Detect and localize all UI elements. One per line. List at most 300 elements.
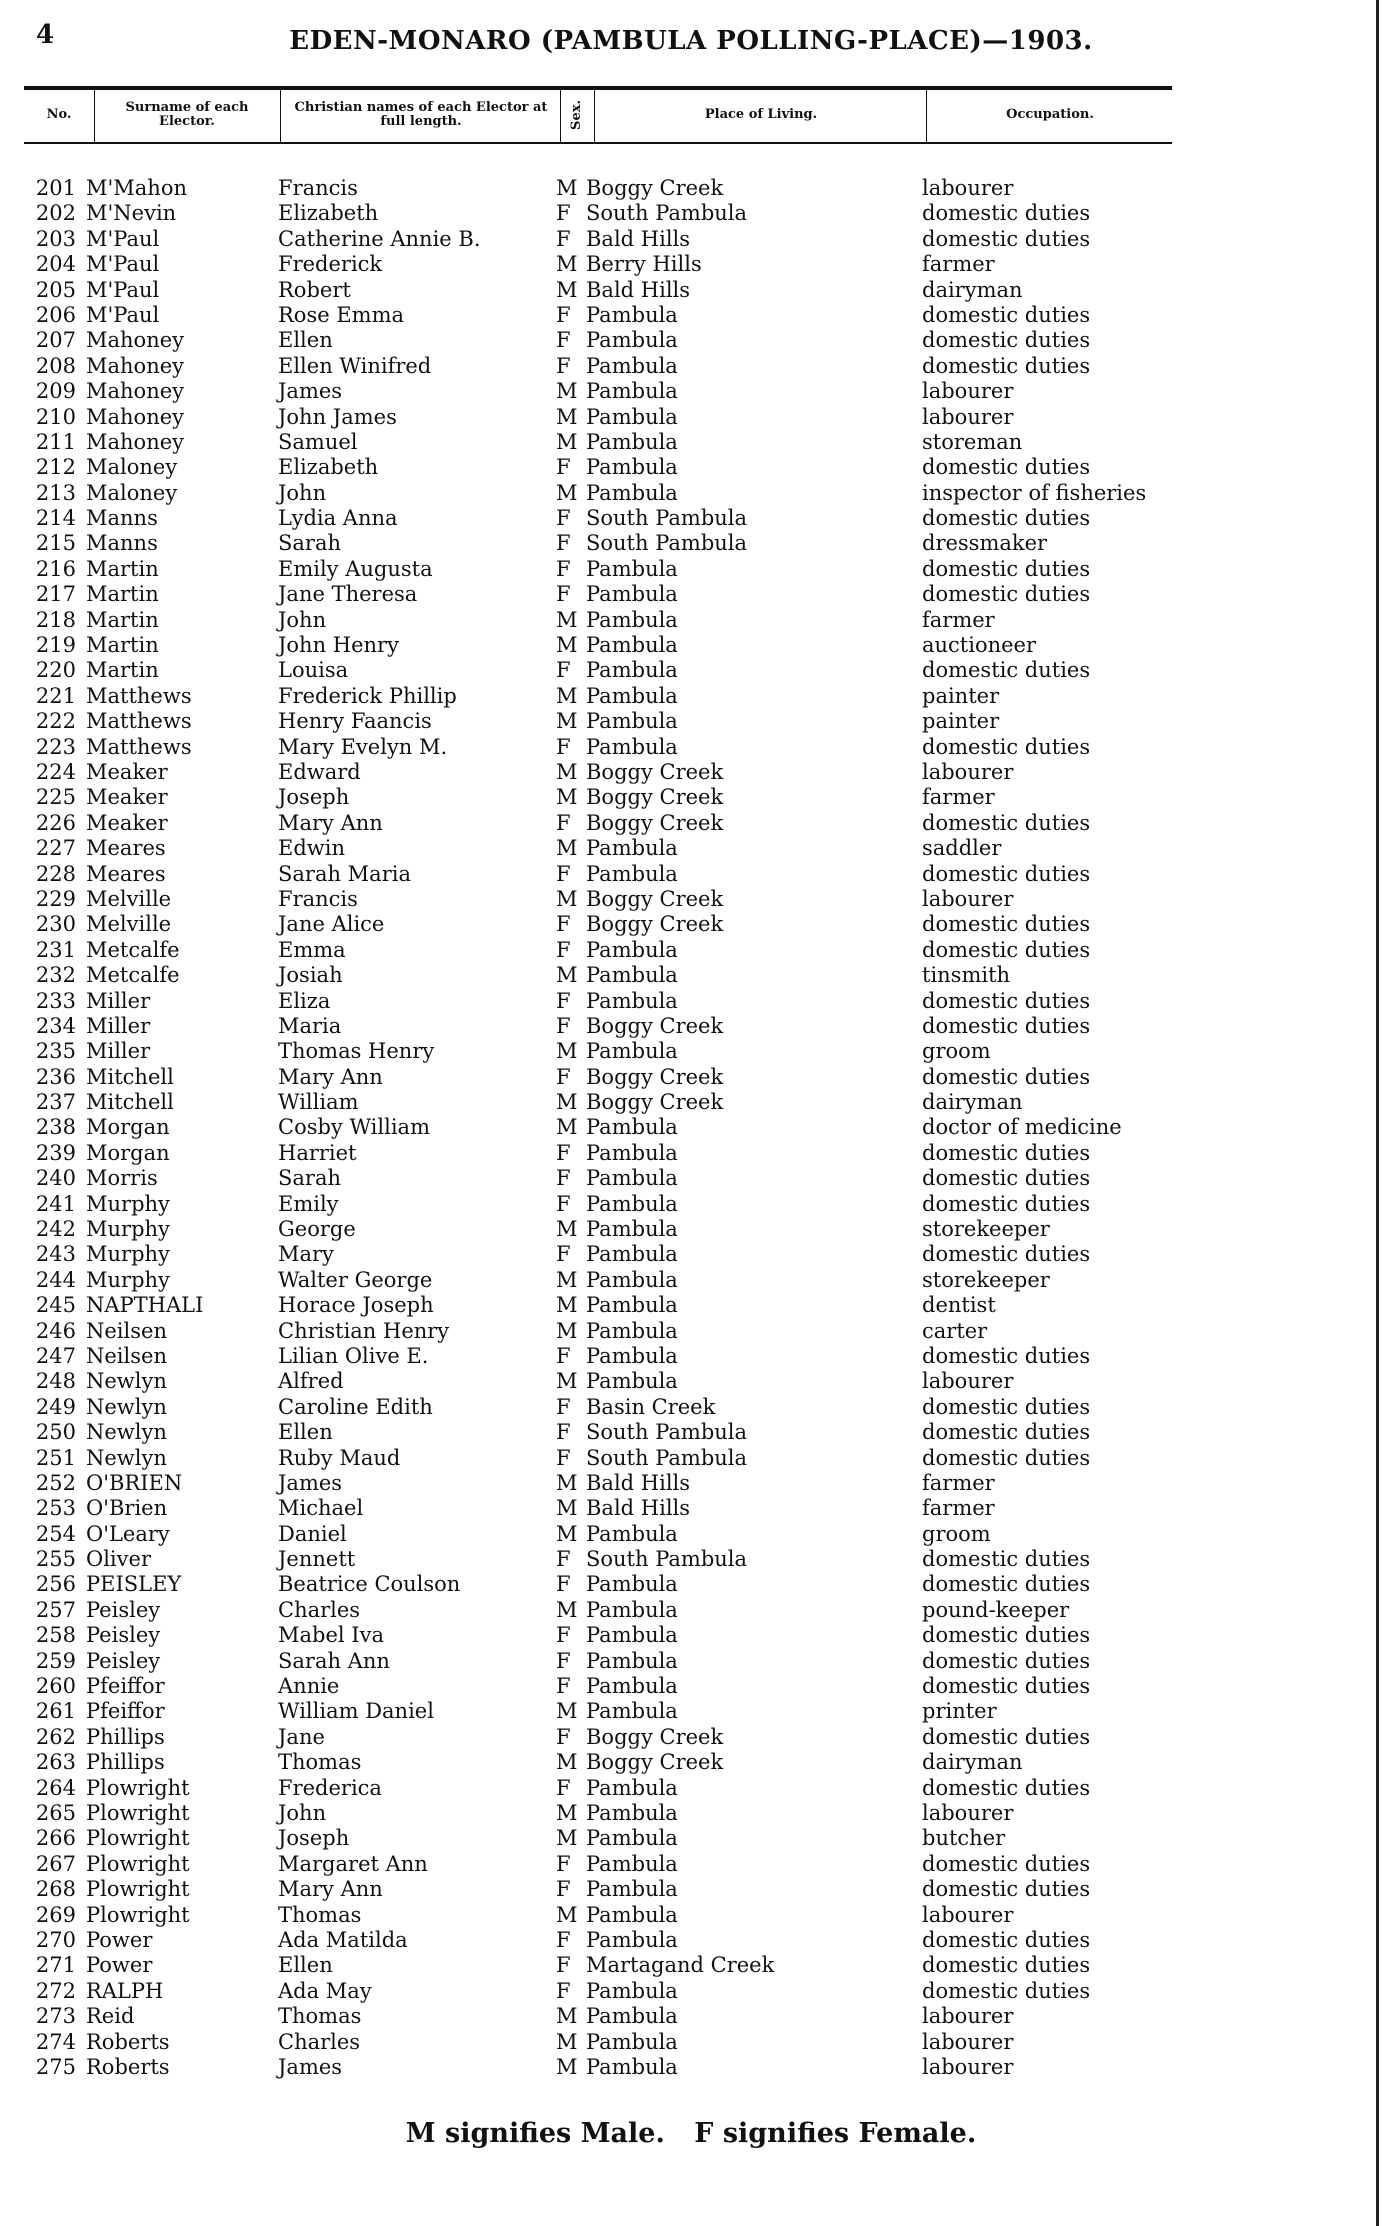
place-of-living: Pambula [586, 1775, 678, 1800]
sex: M [556, 1369, 578, 1394]
elector-row [0, 1141, 1382, 1166]
row-number: 256 [35, 1572, 76, 1597]
row-number: 203 [35, 226, 76, 251]
row-number: 252 [35, 1470, 76, 1495]
sex: M [556, 404, 578, 429]
occupation: labourer [922, 1902, 1014, 1927]
elector-row [0, 1547, 1382, 1572]
sex: F [556, 353, 571, 378]
elector-row [0, 1319, 1382, 1344]
surname: Plowright [86, 1826, 190, 1851]
header-divider [926, 88, 927, 142]
elector-row [0, 354, 1382, 379]
place-of-living: South Pambula [586, 1445, 748, 1470]
row-number: 219 [35, 633, 76, 658]
row-number: 264 [35, 1775, 76, 1800]
place-of-living: Pambula [586, 836, 678, 861]
place-of-living: South Pambula [586, 531, 748, 556]
surname: Plowright [86, 1775, 190, 1800]
christian-names: Henry Faancis [278, 709, 432, 734]
sex: M [556, 2004, 578, 2029]
sex: M [556, 1293, 578, 1318]
sex: F [556, 1572, 571, 1597]
sex: M [556, 429, 578, 454]
sex: M [556, 2029, 578, 2054]
elector-row [0, 201, 1382, 226]
male-legend: M signifies Male. [405, 2118, 665, 2149]
sex: F [556, 1648, 571, 1673]
row-number: 228 [35, 861, 76, 886]
christian-names: Rose Emma [278, 302, 405, 327]
place-of-living: Boggy Creek [586, 759, 724, 784]
occupation: domestic duties [922, 1623, 1091, 1648]
christian-names: Caroline Edith [278, 1394, 433, 1419]
christian-names: Michael [278, 1496, 364, 1521]
place-of-living: Boggy Creek [586, 785, 724, 810]
christian-names: Margaret Ann [278, 1851, 428, 1876]
surname: Mahoney [86, 328, 185, 353]
elector-row [0, 1699, 1382, 1724]
occupation: domestic duties [922, 1978, 1091, 2003]
row-number: 240 [35, 1166, 76, 1191]
christian-names: James [278, 1470, 343, 1495]
christian-names: Josiah [278, 963, 343, 988]
christian-names: Jane Alice [278, 912, 385, 937]
occupation: butcher [922, 1826, 1006, 1851]
occupation: saddler [922, 836, 1002, 861]
place-of-living: Pambula [586, 734, 678, 759]
surname: Mitchell [86, 1064, 174, 1089]
occupation: storeman [922, 429, 1023, 454]
elector-row [0, 1014, 1382, 1039]
row-number: 232 [35, 963, 76, 988]
elector-row [0, 811, 1382, 836]
place-of-living: Pambula [586, 1166, 678, 1191]
row-number: 229 [35, 886, 76, 911]
row-number: 224 [35, 759, 76, 784]
occupation: farmer [922, 1496, 995, 1521]
place-of-living: Pambula [586, 353, 678, 378]
elector-row [0, 938, 1382, 963]
elector-row [0, 1649, 1382, 1674]
christian-names: Mary Ann [278, 1877, 383, 1902]
elector-row [0, 1623, 1382, 1648]
sex: F [556, 1724, 571, 1749]
place-of-living: Pambula [586, 1699, 678, 1724]
elector-row [0, 1395, 1382, 1420]
sex: F [556, 988, 571, 1013]
elector-row [0, 989, 1382, 1014]
occupation: farmer [922, 785, 995, 810]
row-number: 246 [35, 1318, 76, 1343]
place-of-living: Pambula [586, 429, 678, 454]
elector-row [0, 1903, 1382, 1928]
surname: Miller [86, 1013, 151, 1038]
header-christian-names: Christian names of each Elector at full length. [294, 100, 548, 129]
row-number: 227 [35, 836, 76, 861]
footer-legend [0, 2118, 1382, 2149]
surname: Maloney [86, 455, 178, 480]
sex: M [556, 176, 578, 200]
christian-names: Walter George [278, 1267, 433, 1292]
surname: M'Nevin [86, 201, 177, 226]
elector-row [0, 1293, 1382, 1318]
row-number: 248 [35, 1369, 76, 1394]
occupation: storekeeper [922, 1267, 1050, 1292]
surname: O'Brien [86, 1496, 168, 1521]
occupation: domestic duties [922, 1572, 1091, 1597]
occupation: farmer [922, 1470, 995, 1495]
sex: M [556, 1470, 578, 1495]
christian-names: George [278, 1217, 356, 1242]
sex: F [556, 1343, 571, 1368]
surname: Metcalfe [86, 963, 180, 988]
christian-names: James [278, 379, 343, 404]
sex: M [556, 1801, 578, 1825]
sex: M [556, 759, 578, 784]
christian-names: Ellen [278, 1420, 333, 1445]
surname: Miller [86, 1039, 151, 1064]
sex: F [556, 1242, 571, 1267]
surname: Phillips [86, 1724, 165, 1749]
place-of-living: Boggy Creek [586, 912, 724, 937]
christian-names: Ellen [278, 1953, 333, 1978]
christian-names: Annie [278, 1674, 340, 1699]
christian-names: Mary [278, 1242, 334, 1267]
place-of-living: Pambula [586, 1115, 678, 1140]
christian-names: Thomas Henry [278, 1039, 435, 1064]
place-of-living: Basin Creek [586, 1394, 716, 1419]
sex: F [556, 1140, 571, 1165]
occupation: labourer [922, 1801, 1014, 1825]
place-of-living: Pambula [586, 302, 678, 327]
row-number: 211 [35, 429, 76, 454]
occupation: domestic duties [922, 1394, 1091, 1419]
occupation: domestic duties [922, 1648, 1091, 1673]
sex: M [556, 709, 578, 734]
row-number: 273 [35, 2004, 76, 2029]
row-number: 234 [35, 1013, 76, 1038]
place-of-living: Pambula [586, 1521, 678, 1546]
christian-names: John James [278, 404, 397, 429]
occupation: dairyman [922, 277, 1023, 302]
christian-names: John [278, 480, 327, 505]
christian-names: Thomas [278, 2004, 362, 2029]
header-surname: Surname of each Elector. [125, 100, 249, 129]
sex: F [556, 1623, 571, 1648]
row-number: 204 [35, 252, 76, 277]
row-number: 261 [35, 1699, 76, 1724]
surname: Newlyn [86, 1369, 167, 1394]
elector-row [0, 608, 1382, 633]
header-sex: Sex. [569, 100, 584, 130]
place-of-living: Boggy Creek [586, 1750, 724, 1775]
occupation: doctor of medicine [922, 1115, 1122, 1140]
place-of-living: Pambula [586, 1927, 678, 1952]
header-place-of-living: Place of Living. [704, 107, 818, 122]
elector-row [0, 1065, 1382, 1090]
surname: M'Paul [86, 226, 160, 251]
elector-row [0, 1953, 1382, 1978]
place-of-living: Pambula [586, 1039, 678, 1064]
christian-names: Sarah Maria [278, 861, 411, 886]
sex: M [556, 1318, 578, 1343]
elector-row [0, 455, 1382, 480]
surname: Plowright [86, 1851, 190, 1876]
sex: F [556, 1166, 571, 1191]
sex: M [556, 1826, 578, 1851]
place-of-living: Pambula [586, 1191, 678, 1216]
row-number: 245 [35, 1293, 76, 1318]
elector-row [0, 1979, 1382, 2004]
surname: Murphy [86, 1217, 170, 1242]
christian-names: Robert [278, 277, 351, 302]
surname: Metcalfe [86, 937, 180, 962]
place-of-living: Pambula [586, 1978, 678, 2003]
occupation: labourer [922, 379, 1014, 404]
surname: RALPH [86, 1978, 164, 2003]
occupation: domestic duties [922, 582, 1091, 607]
surname: Murphy [86, 1267, 170, 1292]
row-number: 215 [35, 531, 76, 556]
sex: M [556, 1597, 578, 1622]
row-number: 212 [35, 455, 76, 480]
row-number: 220 [35, 658, 76, 683]
elector-row [0, 709, 1382, 734]
row-number: 230 [35, 912, 76, 937]
surname: Oliver [86, 1547, 151, 1572]
row-number: 201 [35, 176, 76, 200]
row-number: 237 [35, 1090, 76, 1115]
occupation: dressmaker [922, 531, 1048, 556]
place-of-living: Pambula [586, 1572, 678, 1597]
christian-names: Edward [278, 759, 361, 784]
sex: F [556, 1445, 571, 1470]
sex: M [556, 252, 578, 277]
place-of-living: Pambula [586, 2004, 678, 2029]
place-of-living: Pambula [586, 404, 678, 429]
occupation: dairyman [922, 1090, 1023, 1115]
sex: M [556, 963, 578, 988]
occupation: labourer [922, 1369, 1014, 1394]
row-number: 207 [35, 328, 76, 353]
christian-names: Joseph [278, 785, 350, 810]
place-of-living: Pambula [586, 1140, 678, 1165]
row-number: 254 [35, 1521, 76, 1546]
christian-names: Sarah [278, 1166, 341, 1191]
surname: M'Paul [86, 252, 160, 277]
place-of-living: Pambula [586, 480, 678, 505]
occupation: domestic duties [922, 1013, 1091, 1038]
elector-row [0, 1420, 1382, 1445]
occupation: domestic duties [922, 1064, 1091, 1089]
place-of-living: Pambula [586, 1801, 678, 1825]
christian-names: Edwin [278, 836, 345, 861]
elector-row [0, 1877, 1382, 1902]
elector-row [0, 684, 1382, 709]
row-number: 243 [35, 1242, 76, 1267]
sex: F [556, 1547, 571, 1572]
row-number: 238 [35, 1115, 76, 1140]
christian-names: Elizabeth [278, 455, 379, 480]
surname: M'Paul [86, 302, 160, 327]
surname: Roberts [86, 2054, 170, 2079]
surname: Plowright [86, 1902, 190, 1927]
christian-names: John Henry [278, 633, 399, 658]
occupation: domestic duties [922, 658, 1091, 683]
sex: F [556, 1394, 571, 1419]
elector-row [0, 785, 1382, 810]
surname: Neilsen [86, 1343, 167, 1368]
row-number: 205 [35, 277, 76, 302]
surname: Meares [86, 836, 166, 861]
surname: Power [86, 1953, 153, 1978]
sex: F [556, 658, 571, 683]
row-number: 242 [35, 1217, 76, 1242]
sex: F [556, 455, 571, 480]
row-number: 226 [35, 810, 76, 835]
row-number: 268 [35, 1877, 76, 1902]
elector-row [0, 1674, 1382, 1699]
row-number: 206 [35, 302, 76, 327]
surname: Meaker [86, 785, 168, 810]
occupation: domestic duties [922, 937, 1091, 962]
sex: M [556, 886, 578, 911]
place-of-living: Boggy Creek [586, 886, 724, 911]
elector-row [0, 760, 1382, 785]
row-number: 222 [35, 709, 76, 734]
place-of-living: Pambula [586, 379, 678, 404]
row-number: 209 [35, 379, 76, 404]
elector-row [0, 1446, 1382, 1471]
place-of-living: Boggy Creek [586, 1013, 724, 1038]
surname: Roberts [86, 2029, 170, 2054]
christian-names: Emily [278, 1191, 339, 1216]
occupation: domestic duties [922, 328, 1091, 353]
occupation: domestic duties [922, 861, 1091, 886]
electors-list [0, 176, 1382, 2080]
row-number: 247 [35, 1343, 76, 1368]
surname: Phillips [86, 1750, 165, 1775]
elector-row [0, 1826, 1382, 1851]
elector-row [0, 1369, 1382, 1394]
sex: M [556, 1699, 578, 1724]
place-of-living: Pambula [586, 2029, 678, 2054]
place-of-living: Pambula [586, 1826, 678, 1851]
sex: M [556, 379, 578, 404]
occupation: domestic duties [922, 1927, 1091, 1952]
row-number: 269 [35, 1902, 76, 1927]
sex: F [556, 506, 571, 531]
sex: F [556, 912, 571, 937]
surname: M'Paul [86, 277, 160, 302]
surname: M'Mahon [86, 176, 187, 200]
surname: Morgan [86, 1140, 170, 1165]
christian-names: John [278, 607, 327, 632]
place-of-living: Pambula [586, 556, 678, 581]
elector-row [0, 2055, 1382, 2080]
christian-names: Charles [278, 1597, 361, 1622]
place-of-living: Bald Hills [586, 277, 691, 302]
surname: Meaker [86, 810, 168, 835]
elector-row [0, 1115, 1382, 1140]
surname: Mahoney [86, 379, 185, 404]
occupation: domestic duties [922, 810, 1091, 835]
christian-names: William [278, 1090, 359, 1115]
christian-names: Jane Theresa [278, 582, 418, 607]
surname: Neilsen [86, 1318, 167, 1343]
row-number: 244 [35, 1267, 76, 1292]
occupation: farmer [922, 252, 995, 277]
place-of-living: Boggy Creek [586, 1724, 724, 1749]
elector-row [0, 658, 1382, 683]
place-of-living: Pambula [586, 683, 678, 708]
occupation: domestic duties [922, 506, 1091, 531]
row-number: 266 [35, 1826, 76, 1851]
row-number: 213 [35, 480, 76, 505]
christian-names: Charles [278, 2029, 361, 2054]
elector-row [0, 1496, 1382, 1521]
sex: M [556, 1902, 578, 1927]
elector-row [0, 531, 1382, 556]
occupation: domestic duties [922, 1724, 1091, 1749]
elector-row [0, 1572, 1382, 1597]
elector-row [0, 1522, 1382, 1547]
row-number: 236 [35, 1064, 76, 1089]
elector-row [0, 1192, 1382, 1217]
occupation: domestic duties [922, 1420, 1091, 1445]
place-of-living: South Pambula [586, 201, 748, 226]
header-divider [560, 88, 561, 142]
place-of-living: Pambula [586, 988, 678, 1013]
elector-row [0, 405, 1382, 430]
row-number: 210 [35, 404, 76, 429]
surname: Newlyn [86, 1394, 167, 1419]
occupation: domestic duties [922, 1242, 1091, 1267]
row-number: 251 [35, 1445, 76, 1470]
place-of-living: Pambula [586, 1877, 678, 1902]
header-bottom-rule [24, 142, 1172, 144]
occupation: domestic duties [922, 734, 1091, 759]
christian-names: Mabel Iva [278, 1623, 384, 1648]
elector-row [0, 912, 1382, 937]
christian-names: Cosby William [278, 1115, 430, 1140]
place-of-living: Pambula [586, 709, 678, 734]
occupation: farmer [922, 607, 995, 632]
place-of-living: Pambula [586, 1902, 678, 1927]
christian-names: Frederica [278, 1775, 382, 1800]
occupation: domestic duties [922, 988, 1091, 1013]
place-of-living: Pambula [586, 1674, 678, 1699]
occupation: labourer [922, 176, 1014, 200]
christian-names: Emily Augusta [278, 556, 433, 581]
row-number: 241 [35, 1191, 76, 1216]
sex: M [556, 277, 578, 302]
occupation: domestic duties [922, 1775, 1091, 1800]
elector-row [0, 430, 1382, 455]
place-of-living: Boggy Creek [586, 176, 724, 200]
occupation: domestic duties [922, 226, 1091, 251]
elector-row [0, 1928, 1382, 1953]
occupation: pound-keeper [922, 1597, 1070, 1622]
row-number: 218 [35, 607, 76, 632]
surname: Matthews [86, 709, 192, 734]
elector-row [0, 1344, 1382, 1369]
place-of-living: Bald Hills [586, 1470, 691, 1495]
christian-names: Mary Evelyn M. [278, 734, 448, 759]
christian-names: Francis [278, 886, 358, 911]
surname: Mahoney [86, 429, 185, 454]
